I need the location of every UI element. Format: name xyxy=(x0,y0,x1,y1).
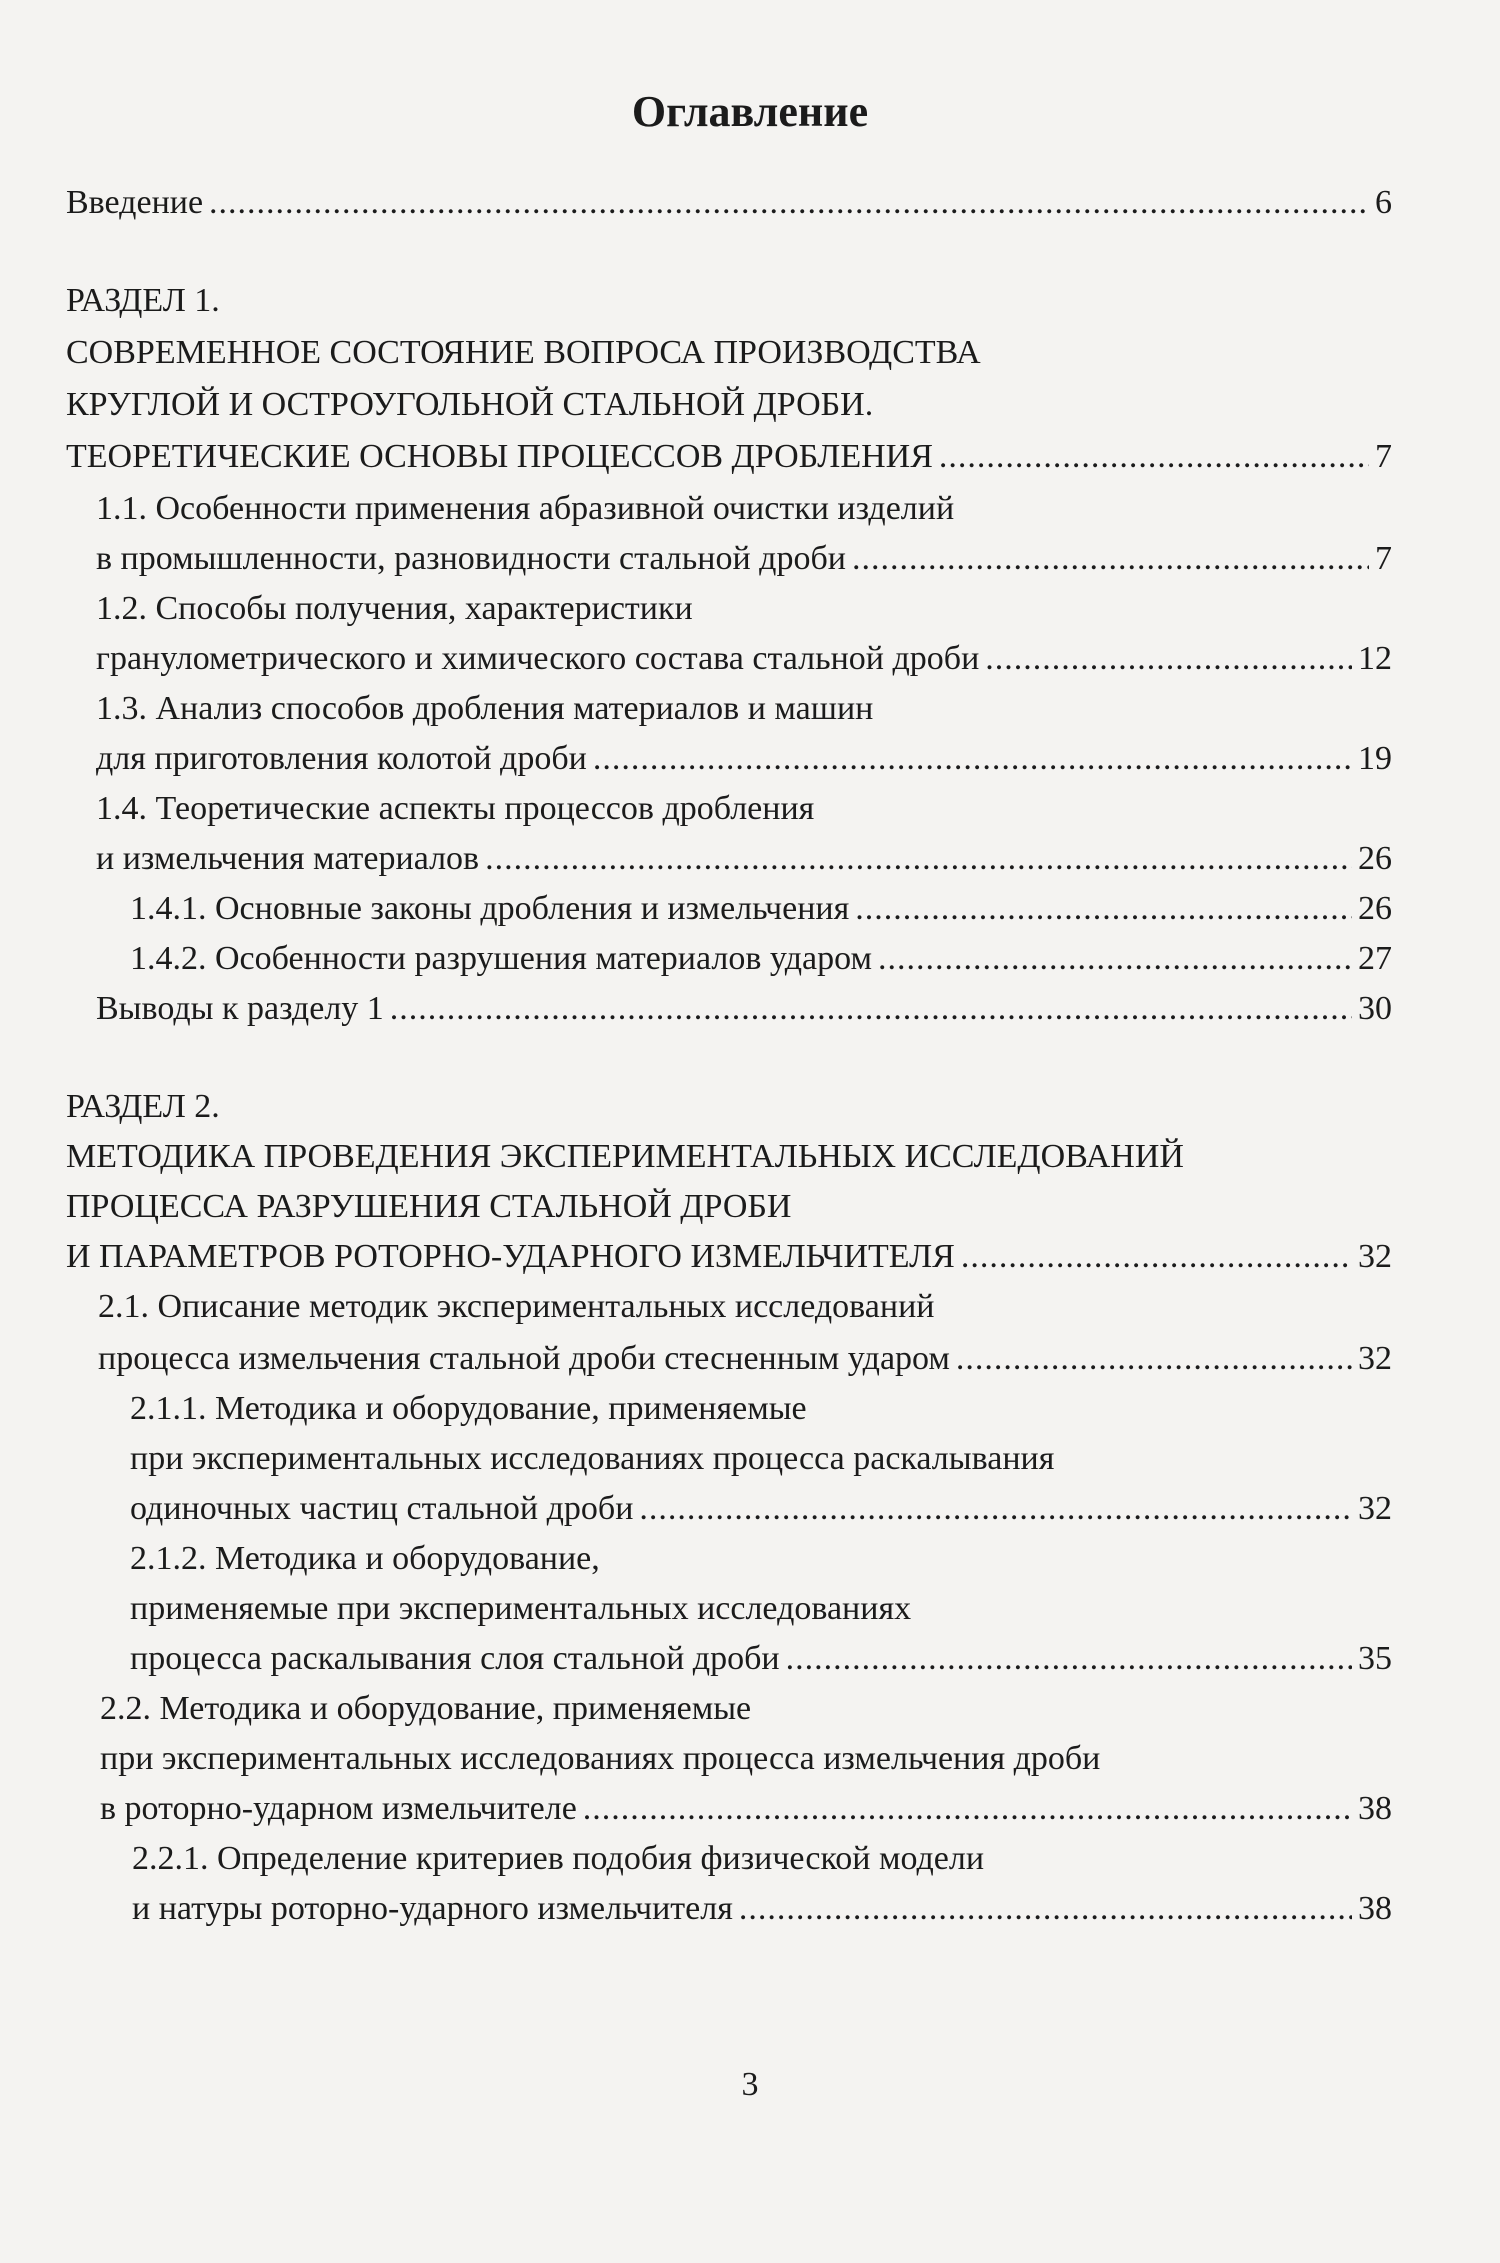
toc-entry: и измельчения материалов ..... 26 xyxy=(96,834,1392,884)
toc-entry: 1.4.1. Основные законы дробления и измельчения ..... 26 xyxy=(130,884,1392,934)
toc-entry-line: применяемые при экспериментальных исследованиях xyxy=(130,1590,912,1627)
page-number: 3 xyxy=(741,2066,759,2103)
toc-entry: в роторно-ударном измельчителе ..... 38 xyxy=(100,1784,1392,1834)
toc-page-number: 7 xyxy=(1375,540,1392,577)
toc-section-title: ПРОЦЕССА РАЗРУШЕНИЯ СТАЛЬНОЙ ДРОБИ xyxy=(66,1188,792,1225)
toc-entry: 1.4.2. Особенности разрушения материалов ударом ..... 27 xyxy=(130,934,1392,984)
toc-entry-line: 2.1.2. Методика и оборудование, xyxy=(130,1540,600,1577)
toc-page-number: 38 xyxy=(1358,1890,1392,1927)
toc-entry: гранулометрического и химического состава стальной дроби ..... 12 xyxy=(96,634,1392,684)
leader-dots xyxy=(786,1634,1352,1684)
toc-entry: в промышленности, разновидности стальной дроби ..... 7 xyxy=(96,534,1392,584)
toc-page-number: 26 xyxy=(1358,890,1392,927)
toc-page-number: 12 xyxy=(1358,640,1392,677)
leader-dots xyxy=(209,178,1369,228)
toc-entry: Введение ..... 6 xyxy=(66,178,1392,228)
toc-entry-line: при экспериментальных исследованиях процесса измельчения дроби xyxy=(100,1740,1101,1777)
toc-entry: процесса раскалывания слоя стальной дроби ..... 35 xyxy=(130,1634,1392,1684)
toc-page-number: 7 xyxy=(1375,438,1392,475)
toc-entry-line: 1.3. Анализ способов дробления материалов и машин xyxy=(96,690,874,727)
leader-dots xyxy=(739,1884,1352,1934)
leader-dots xyxy=(485,834,1352,884)
leader-dots xyxy=(961,1232,1352,1282)
leader-dots xyxy=(639,1484,1352,1534)
toc-entry-line: 1.4. Теоретические аспекты процессов дробления xyxy=(96,790,815,827)
toc-entry: и натуры роторно-ударного измельчителя ..... 38 xyxy=(132,1884,1392,1934)
toc-section-title: МЕТОДИКА ПРОВЕДЕНИЯ ЭКСПЕРИМЕНТАЛЬНЫХ ИССЛЕДОВАНИЙ xyxy=(66,1138,1184,1175)
toc-entry-line: при экспериментальных исследованиях процесса раскалывания xyxy=(130,1440,1055,1477)
toc-entry: Выводы к разделу 1 ..... 30 xyxy=(96,984,1392,1034)
leader-dots xyxy=(390,984,1352,1034)
toc-entry-line: 2.1. Описание методик экспериментальных исследований xyxy=(98,1288,935,1325)
leader-dots xyxy=(956,1334,1352,1384)
toc-entry-line: 2.2.1. Определение критериев подобия физической модели xyxy=(132,1840,985,1877)
toc-section-heading: РАЗДЕЛ 1. xyxy=(66,282,220,319)
toc-entry-line: 1.2. Способы получения, характеристики xyxy=(96,590,693,627)
toc-entry-line: 2.1.1. Методика и оборудование, применяемые xyxy=(130,1390,807,1427)
toc-page-number: 35 xyxy=(1358,1640,1392,1677)
toc-page-number: 38 xyxy=(1358,1790,1392,1827)
toc-page-number: 27 xyxy=(1358,940,1392,977)
toc-page-number: 32 xyxy=(1358,1340,1392,1377)
leader-dots xyxy=(855,884,1352,934)
toc-page-number: 32 xyxy=(1358,1490,1392,1527)
toc-entry: для приготовления колотой дроби ..... 19 xyxy=(96,734,1392,784)
leader-dots xyxy=(583,1784,1352,1834)
toc-entry: ТЕОРЕТИЧЕСКИЕ ОСНОВЫ ПРОЦЕССОВ ДРОБЛЕНИЯ ..... 7 xyxy=(66,432,1392,482)
toc-section-title: СОВРЕМЕННОЕ СОСТОЯНИЕ ВОПРОСА ПРОИЗВОДСТВА xyxy=(66,334,981,371)
leader-dots xyxy=(939,432,1369,482)
toc-page-number: 19 xyxy=(1358,740,1392,777)
toc-page-number: 26 xyxy=(1358,840,1392,877)
toc-entry: процесса измельчения стальной дроби стесненным ударом ..... 32 xyxy=(98,1334,1392,1384)
toc-page-number: 30 xyxy=(1358,990,1392,1027)
leader-dots xyxy=(852,534,1369,584)
leader-dots xyxy=(878,934,1352,984)
toc-entry-line: 1.1. Особенности применения абразивной очистки изделий xyxy=(96,490,955,527)
page-title: Оглавление xyxy=(631,87,869,136)
toc-page-number: 6 xyxy=(1375,184,1392,221)
toc-entry: одиночных частиц стальной дроби ..... 32 xyxy=(130,1484,1392,1534)
leader-dots xyxy=(985,634,1352,684)
leader-dots xyxy=(593,734,1352,784)
toc-entry-line: 2.2. Методика и оборудование, применяемые xyxy=(100,1690,752,1727)
toc-section-heading: РАЗДЕЛ 2. xyxy=(66,1088,220,1125)
toc-page-number: 32 xyxy=(1358,1238,1392,1275)
toc-section-title: КРУГЛОЙ И ОСТРОУГОЛЬНОЙ СТАЛЬНОЙ ДРОБИ. xyxy=(66,386,874,423)
toc-entry: И ПАРАМЕТРОВ РОТОРНО-УДАРНОГО ИЗМЕЛЬЧИТЕЛЯ ..... 32 xyxy=(66,1232,1392,1282)
